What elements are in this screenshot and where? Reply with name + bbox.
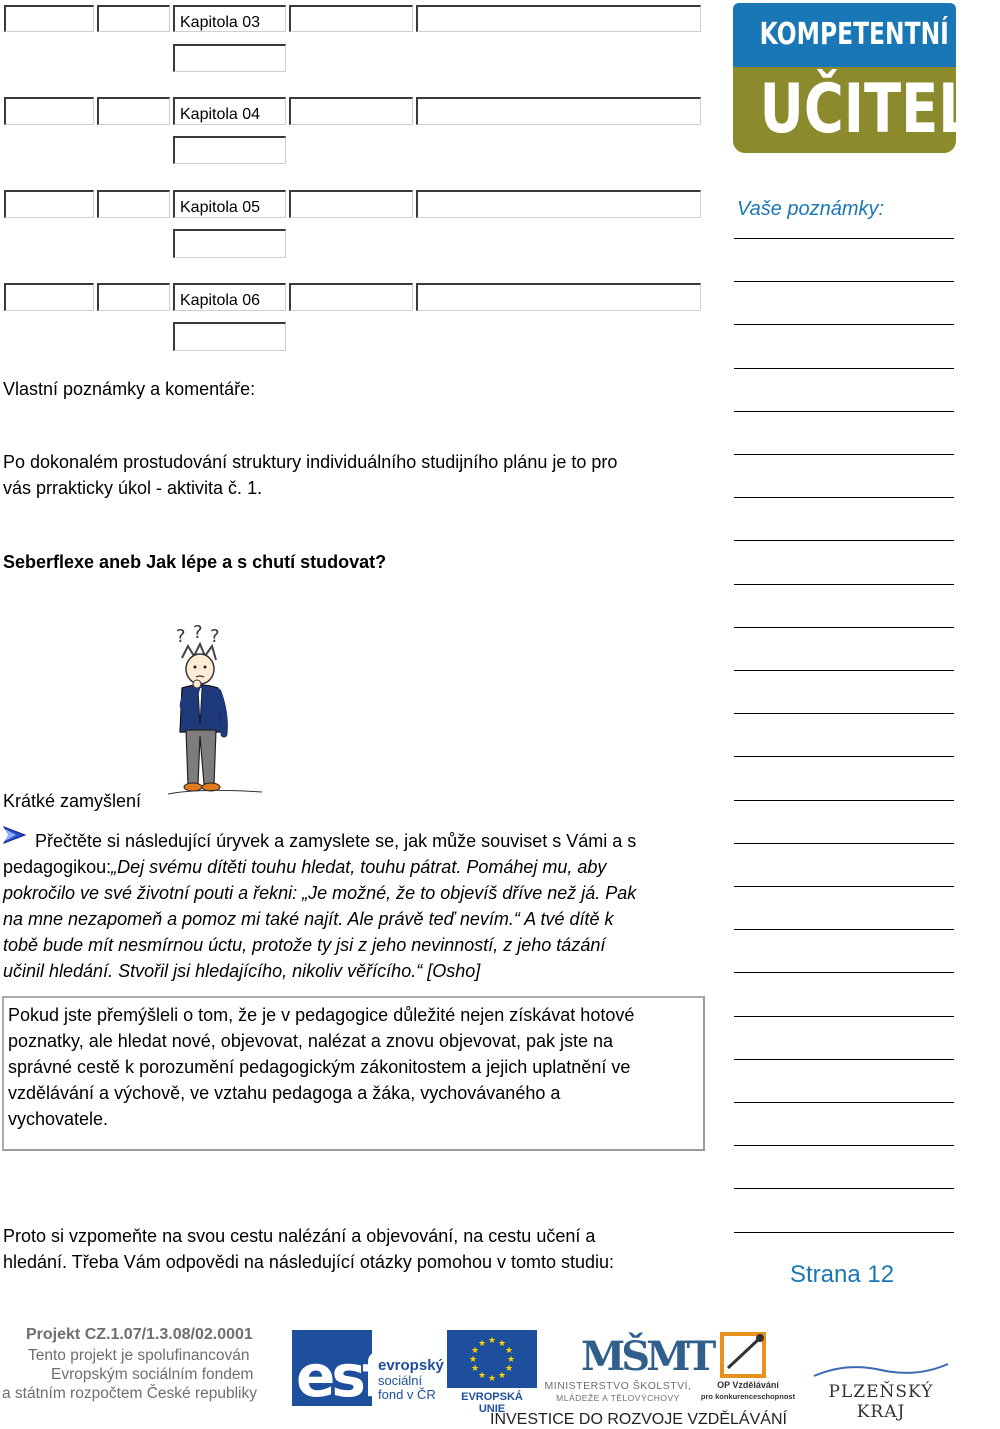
table-cell-input[interactable] [173,322,286,351]
table-cell-input[interactable] [4,283,94,311]
footer-text-line: a státním rozpočtem České republiky [2,1385,257,1402]
plzensky-kraj-logo [806,1360,956,1422]
svg-text:MŠMT: MŠMT [581,1333,713,1380]
note-line [734,411,954,412]
svg-text:★: ★ [477,1339,487,1349]
arrow-bullet-icon [3,825,27,845]
chapter-label: Kapitola 06 [173,283,286,311]
chapter-label: Kapitola 04 [173,97,286,125]
table-cell-input[interactable] [416,283,701,311]
esf-text: evropský [378,1357,444,1374]
table-cell-input[interactable] [289,190,413,218]
logo-ucitel: UČITEL [733,67,956,153]
table-cell-input[interactable] [97,190,170,218]
note-line [734,800,954,801]
note-line [734,929,954,930]
note-line [734,1188,954,1189]
table-cell-input[interactable] [97,283,170,311]
svg-text:★: ★ [497,1371,507,1381]
msmt-text: MINISTERSTVO ŠKOLSTVÍ, [544,1380,692,1392]
svg-text:★: ★ [506,1355,516,1365]
svg-text:★: ★ [487,1374,497,1384]
msmt-text: MLÁDEŽE A TĚLOVÝCHOVY [556,1393,680,1403]
eu-flag-icon [447,1330,537,1388]
esf-text: sociální [378,1373,423,1388]
note-line [734,454,954,455]
table-cell-input[interactable] [173,44,286,72]
op-text: pro konkurenceschopnost [700,1392,796,1401]
plzensky-kraj-text: PLZEŇSKÝ KRAJ [828,1382,934,1422]
page-number: Strana 12 [790,1261,895,1288]
short-reflection-label: Krátké zamyšlení [3,791,142,811]
eu-flag-logo [447,1330,537,1415]
chapter-label: Kapitola 03 [173,5,286,32]
task-text-line: Po dokonalém prostudování struktury individuálního studijního plánu je to pro [3,452,618,472]
note-line [734,497,954,498]
footer-text-line: Tento projekt je spolufinancován [28,1347,250,1364]
box-text-line: správné cestě k porozumění pedagogickým zákonitostem a jejich uplatnění ve [8,1057,631,1077]
quote-intro-line [3,854,606,880]
op-text: OP Vzdělávání [717,1380,779,1390]
note-line [734,281,954,282]
table-cell-input[interactable] [97,5,170,32]
quote-text-line: pokročilo ve své životní pouti a řekni: „Je možné, že to objevíš dříve než já. Pak [3,883,637,903]
svg-text:★: ★ [487,1336,497,1346]
note-line [734,584,954,585]
svg-text:★: ★ [477,1371,487,1381]
quote-text: „Dej svému dítěti touhu hledat, touhu pátrat. Pomáhej mu, aby [111,857,607,877]
note-line [734,368,954,369]
table-cell-input[interactable] [289,97,413,125]
table-cell-input[interactable] [289,283,413,311]
quote-text-line: tobě bude mít nesmírnou úctu, protože ty jsi z jeho nevinností, z jeho tázání [3,935,606,955]
note-line [734,843,954,844]
svg-text:★: ★ [497,1339,507,1349]
table-cell-input[interactable] [416,190,701,218]
logo-kompetentni: KOMPETENTNÍ [733,3,956,67]
closing-text-line: Proto si vzpomeňte na svou cestu nalézání a objevování, na cestu učení a [3,1226,596,1246]
quote-intro-prefix: pedagogikou: [3,857,112,877]
esf-text: fond v ČR [378,1387,436,1402]
box-text-line: Pokud jste přemýšleli o tom, že je v pedagogice důležité nejen získávat hotové [8,1005,635,1025]
section-heading: Seberflexe aneb Jak lépe a s chutí studovat? [3,552,387,572]
quote-intro-line: Přečtěte si následující úryvek a zamyslete se, jak může souviset s Vámi a s [35,831,637,851]
svg-text:esf: esf [296,1342,384,1410]
note-line [734,1016,954,1017]
note-line [734,238,954,239]
notes-title: Vaše poznámky: [737,198,885,220]
table-cell-input[interactable] [173,229,286,258]
svg-text:?: ? [176,626,186,647]
footer-project-code: Projekt CZ.1.07/1.3.08/02.0001 [26,1326,253,1343]
table-cell-input[interactable] [97,97,170,125]
footer-text-line: Evropským sociálním fondem [51,1366,254,1383]
box-text-line: poznatky, ale hledat nové, objevovat, nalézat a znovu objevovat, pak jste na [8,1031,614,1051]
note-line [734,627,954,628]
svg-text:?: ? [193,622,203,643]
investice-tagline: INVESTICE DO ROZVOJE VZDĚLÁVÁNÍ [490,1411,787,1428]
svg-text:★: ★ [468,1355,478,1365]
closing-text-line: hledání. Třeba Vám odpovědi na následující otázky pomohou v tomto studiu: [3,1252,615,1272]
note-line [734,1059,954,1060]
note-line [734,540,954,541]
esf-logo [292,1330,444,1410]
thinking-man-illustration [160,624,264,800]
table-cell-input[interactable] [416,5,701,32]
task-text-line: vás prrakticky úkol - aktivita č. 1. [3,478,263,498]
table-cell-input[interactable] [416,97,701,125]
svg-text:★: ★ [470,1364,480,1374]
table-cell-input[interactable] [173,136,286,164]
box-text-line: vzdělávání a výchově, ve vztahu pedagoga a žáka, vychovávaného a [8,1083,561,1103]
svg-text:★: ★ [504,1346,514,1356]
table-cell-input[interactable] [4,5,94,32]
note-line [734,713,954,714]
quote-text-line: na mne nezapomeň a pomoz mi také najít. Ale právě teď nevím.“ A tvé dítě k [3,909,614,929]
table-cell-input[interactable] [289,5,413,32]
note-line [734,670,954,671]
quote-text-line: učinil hledání. Stvořil jsi hledajícího, nikoliv věřícího.“ [Osho] [3,961,481,981]
table-cell-input[interactable] [4,97,94,125]
note-line [734,886,954,887]
own-notes-heading: Vlastní poznámky a komentáře: [3,379,256,399]
msmt-logo [543,1330,713,1406]
note-line [734,972,954,973]
eu-label: EVROPSKÁ UNIE [461,1391,523,1415]
highlight-box [2,996,705,1151]
svg-text:★: ★ [470,1346,480,1356]
table-cell-input[interactable] [4,190,94,218]
op-logo [700,1330,796,1406]
box-text-line: vychovatele. [8,1109,109,1129]
svg-text:?: ? [210,626,220,647]
note-line [734,1232,954,1233]
note-line [734,1102,954,1103]
note-line [734,1145,954,1146]
note-line [734,756,954,757]
svg-text:★: ★ [504,1364,514,1374]
chapter-label: Kapitola 05 [173,190,286,218]
note-line [734,324,954,325]
